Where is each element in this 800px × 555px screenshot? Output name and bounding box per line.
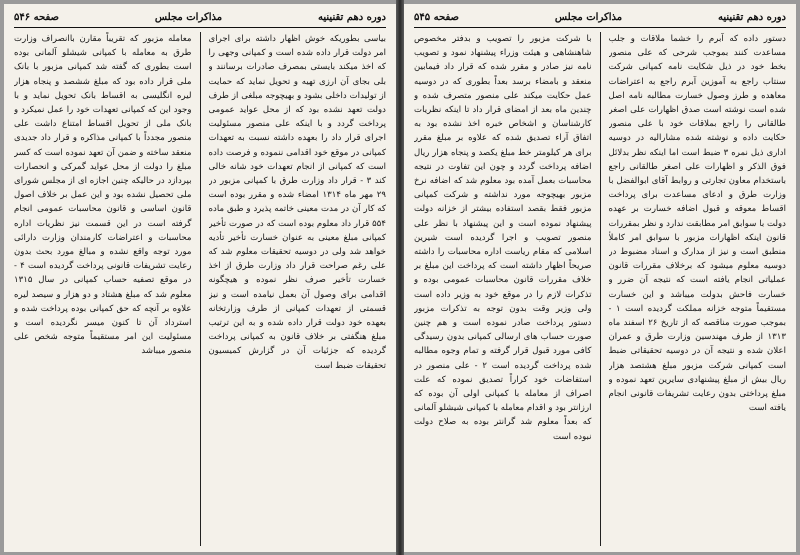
right-page-header bbox=[414, 10, 786, 28]
left-page-columns bbox=[14, 32, 386, 546]
left-page-header bbox=[14, 10, 386, 28]
right-column-2 bbox=[414, 32, 592, 546]
paragraph: دستور داده که آبرم را خشما ملاقات و جلب مساعدت کنند بموجب شرحی که علی منصور بخط خود در ذیل شکایت نامه کمپانی شرکت سنتاب راجع به آموزین آبرم راجع به اعتراضات معاهده و طرز وصول خسارت مطالبه نامه اصل شده است نوشته است صدق اظهارات علی اصغر طالقانی را راجع بملاقات خود با علی منصور حکایت داده و نوشته شده مشارالیه در دوسیه اداری ذیل نمره ۳ ضبط است اما اینکه نظر بدلائل فوق الذکر و اظهارات علی اصغر طالقانی راجع باستخدام معاون تجارتی و روابط آقای ابوالفضل با وزارت طرق و ادعای مساعدت برای پرداخت اقساط معوقه و قبول اضافه خسارت بر عهده دولت با سوابق امر مطابقت ندارد و نظر بمقررات قانون اینکه اظهارات مزبور با سوابق امر کاملاً منطبق است و نیز از مدارک و اسناد مضبوط در دوسیه معلوم میشود که برخلاف مقررات قانون عملیاتی انجام یافته است که نتیجه آن ضرر و خسارت فاحش بدولت میباشد و این خسارت مستقیماً متوجه خزانه مملکت گردیده است ۱ - بموجب صورت مناقصه که از تاریخ ۲۶ اسفند ماه ۱۳۱۳ از طرف مهندسین وزارت طرق و عمران اعلان شده و نتیجه آن در دوسیه تحقیقاتی ضبط است کمپانی شرکت مزبور مبلغ هشتصد هزار ریال بیش از مبلغ پیشنهادی سایرین تعهد نموده و مبلغ پرداختی بدون رعایت تشریفات قانونی انجام یافته است bbox=[608, 34, 786, 414]
column-divider bbox=[600, 32, 601, 546]
right-page-number: صفحه ۵۴۵ bbox=[414, 11, 459, 23]
right-session-label: دوره دهم تقنینیه bbox=[718, 11, 786, 23]
left-column-1 bbox=[209, 32, 387, 546]
paragraph: با شرکت مزبور را تصویب و بدفتر مخصوص شاهنشاهی و هیئت وزراء پیشنهاد نمود و تصویب نامه نیز صادر و مقرر شده که قرار داد فیمابین منعقد و بامضاء برسد بعداً بطوری که در دوسیه عمل حکایت میکند علی منصور متصرف شده و چندین ماه بعد از امضای قرار داد تا اینکه نظریات کارشناسان و اشخاص خبره اخذ نشده بود به اتفاق آراء تصدیق شده که علاوه بر مبلغ مقرر برای هر کیلومتر خط مبلغ یکصد و پنجاه هزار ریال اضافه پرداخت گردد و چون این تفاوت در نتیجه محاسبات بعمل آمده بود معلوم شد که اضافه نرخ مزبور بهیچوجه مورد نداشته و شرکت کمپانی مزبور فقط بقصد استفاده بیشتر از خزانه دولت پیشنهاد نموده است و این پیشنهاد با نظر علی منصور تصویب و اجرا گردیده است شیرین اسلامی که مقام ریاست اداره محاسبات را داشته صریحاً اظهار داشته است که پرداخت این مبلغ بر خلاف مقررات قانون محاسبات عمومی بوده و تذکرات لازم را در موقع خود به وزیر داده است ولی وزیر وقت بدون توجه به تذکرات مزبور دستور پرداخت صادر نموده است و هم چنین صورت حساب های ارسالی کمپانی بدون رسیدگی کافی مورد قبول قرار گرفته و تمام وجوه مطالبه شده پرداخت گردیده است ۲ - علی منصور در استفاضات خود کراراً تصدیق نموده که علت اصراف از معامله با کمپانی اولی آن بوده که ارزانتر بود و اقدام معامله با کمپانی شیشلو آلمانی که بعداً معلوم شد گرانتر بوده به صلاح دولت نبوده است bbox=[414, 34, 592, 442]
right-page bbox=[404, 4, 796, 552]
left-column-2 bbox=[14, 32, 192, 546]
left-session-label: دوره دهم تقنینیه bbox=[318, 11, 386, 23]
right-column-1 bbox=[609, 32, 787, 546]
left-title: مذاکرات مجلس bbox=[154, 11, 223, 23]
left-page-number: صفحه ۵۴۶ bbox=[14, 11, 59, 23]
paragraph: بیاسی بطوریکه خوش اظهار داشته برای اجرای امر دولت قرار داده شده است و کمپانی وجهی را که اخذ میکند بایستی بمصرف صادرات برسانند و بلی بجای آن ارزی تهیه و تحویل نماید که حمایت از تولیدات داخلی بشود و بهیچوجه مبلغی از طرف دولت تعهد نشده بود که از محل عواید عمومی پرداخت گردد و با اینکه علی منصور مسئولیت اجرای قرار داد را بعهده داشته نسبت به تعهدات کمپانی در موقع خود اقدامی ننموده و فرصت داده است که کمپانی از انجام تعهدات خود شانه خالی کند ۳ - قرار داد وزارت طرق با کمپانی مزبور در ۲۹ مهر ماه ۱۳۱۴ امضاء شده و مقرر بوده است که کار آن در مدت معینی خاتمه پذیرد و طبق ماده ۵۵۴ قرار داد معلوم بوده است که در صورت تأخیر کمپانی مبلغ معینی به عنوان خسارت تأخیر تأدیه خواهد شد ولی در دوسیه تحقیقات معلوم شد که علی رغم صراحت قرار داد وزارت طرق از اخذ خسارت تأخیر صرف نظر نموده و هیچگونه اقدامی برای وصول آن بعمل نیامده است و نیز قسمتی از تعهدات کمپانی از طرف وزارتخانه بعهده خود دولت قرار داده شده و به این ترتیب مبلغ هنگفتی بر خلاف قانون به کمپانی پرداخت گردیده که جزئیات آن در گزارش کمیسیون تحقیقات ضبط است bbox=[208, 34, 386, 371]
book-gutter bbox=[396, 0, 404, 555]
right-page-columns bbox=[414, 32, 786, 546]
right-title: مذاکرات مجلس bbox=[554, 11, 623, 23]
paragraph: معامله مزبور که تقریباً مقارن باانصراف وزارت طرق به معامله با کمپانی شیشلو آلمانی بوده است بطوری که گفته شد کمپانی مزبور با بانک ملی قرار داده بود که مبلغ ششصد و پنجاه هزار لیره انگلیسی به اقساط بانک تحویل نماید و با وجود این که کمپانی تعهدات خود را عمل نمیکرد و بانک ملی از تحویل اقساط امتناع داشت علی منصور مجدداً با کمپانی مذاکره و قرار داد جدیدی منعقد ساخته و ضمن آن تعهد نموده است که کسر مبلغ را دولت از محل عواید گمرکی و انحصارات بپردازد در حالیکه چنین اجازه ای از مجلس شورای ملی تحصیل نشده بود و این عمل بر خلاف اصول قانون اساسی و قانون محاسبات عمومی انجام گرفته است در این قسمت نیز نظریات اداره محاسبات و اعتراضات کارمندان وزارت دارائی مورد توجه واقع نشده و مبالغ مورد بحث بدون رعایت تشریفات قانونی پرداخت گردیده است ۴ - در موقع تصفیه حساب کمپانی در سال ۱۳۱۵ معلوم شد که مبلغ هشتاد و دو هزار و سیصد لیره علاوه بر آنچه که حق کمپانی بوده پرداخت شده و استرداد آن تا کنون میسر نگردیده است و مسئولیت این امر مستقیماً متوجه شخص علی منصور میباشد bbox=[14, 34, 192, 357]
column-divider bbox=[200, 32, 201, 546]
left-page bbox=[4, 4, 396, 552]
